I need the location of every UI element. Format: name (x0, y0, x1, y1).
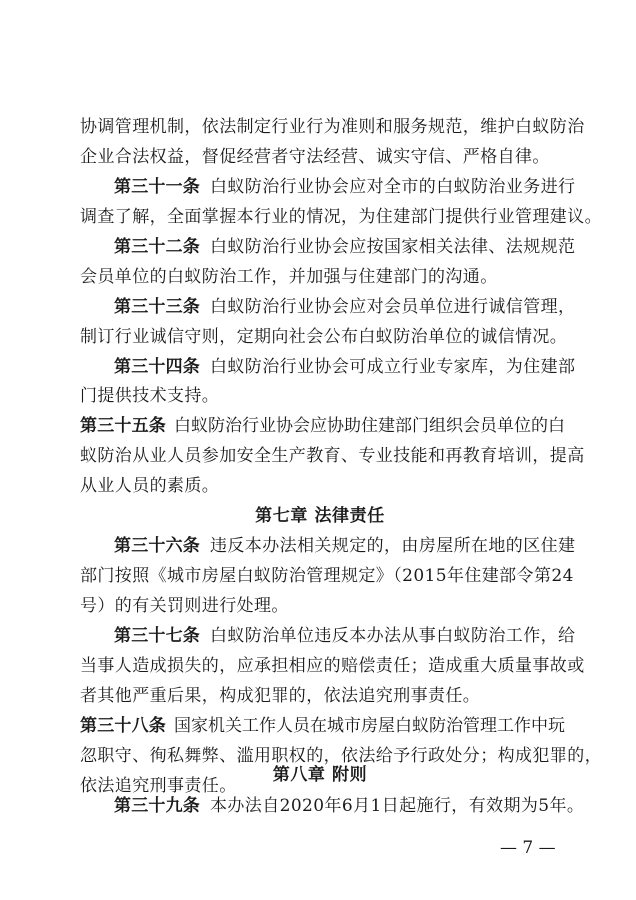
chapter-heading: 第七章 法律责任 (255, 506, 385, 527)
article-number: 第三十三条 (114, 296, 200, 317)
text-line: 制订行业诚信守则，定期向社会公布白蚁防治单位的诚信情况。 (80, 326, 568, 347)
text-line: 者其他严重后果，构成犯罪的，依法追究刑事责任。 (80, 685, 481, 706)
text-line: 调查了解，全面掌握本行业的情况，为住建部门提供行业管理建议。 (80, 206, 602, 227)
text-line: 部门按照《城市房屋白蚁防治管理规定》（2015年住建部令第24 (80, 566, 574, 587)
article-number: 第三十八条 (80, 715, 166, 736)
article-34: 第三十四条 白蚁防治行业协会可成立行业专家库，为住建部 (114, 356, 576, 377)
page-number: — 7 — (500, 838, 556, 858)
text-line: 依法追究刑事责任。 (80, 775, 237, 796)
article-number: 第三十二条 (114, 236, 200, 257)
article-number: 第三十一条 (114, 176, 200, 197)
text-line: 忽职守、徇私舞弊、滥用职权的，依法给予行政处分；构成犯罪的， (80, 745, 602, 766)
article-number: 第三十九条 (114, 796, 200, 816)
text-line: 企业合法权益，督促经营者守法经营、诚实守信、严格自律。 (80, 146, 550, 167)
text-line: 会员单位的白蚁防治工作，并加强与住建部门的沟通。 (80, 266, 498, 287)
article-35: 第三十五条 白蚁防治行业协会应协助住建部门组织会员单位的白 (80, 416, 565, 437)
article-39: 第三十九条 本办法自2020年6月1日起施行，有效期为5年。 (114, 796, 585, 816)
article-32: 第三十二条 白蚁防治行业协会应按国家相关法律、法规规范 (114, 236, 576, 257)
article-33: 第三十三条 白蚁防治行业协会应对会员单位进行诚信管理， (114, 296, 576, 317)
article-number: 第三十六条 (114, 536, 200, 557)
article-37: 第三十七条 白蚁防治单位违反本办法从事白蚁防治工作，给 (114, 626, 576, 647)
article-38: 第三十八条 国家机关工作人员在城市房屋白蚁防治管理工作中玩 (80, 715, 565, 736)
article-31: 第三十一条 白蚁防治行业协会应对全市的白蚁防治业务进行 (114, 176, 576, 197)
article-36: 第三十六条 违反本办法相关规定的，由房屋所在地的区住建 (114, 536, 576, 557)
text-line: 从业人员的素质。 (80, 476, 220, 497)
text-line: 号）的有关罚则进行处理。 (80, 596, 289, 617)
article-number: 第三十七条 (114, 626, 200, 647)
text-line: 当事人造成损失的，应承担相应的赔偿责任；造成重大质量事故或 (80, 655, 585, 676)
chapter-heading: 第八章 附则 (272, 765, 368, 785)
text-line: 协调管理机制，依法制定行业行为准则和服务规范，维护白蚁防治 (80, 117, 585, 137)
text-line: 蚁防治从业人员参加安全生产教育、专业技能和再教育培训，提高 (80, 446, 585, 467)
article-number: 第三十四条 (114, 356, 200, 377)
text-line: 门提供技术支持。 (80, 386, 220, 407)
article-number: 第三十五条 (80, 416, 166, 437)
